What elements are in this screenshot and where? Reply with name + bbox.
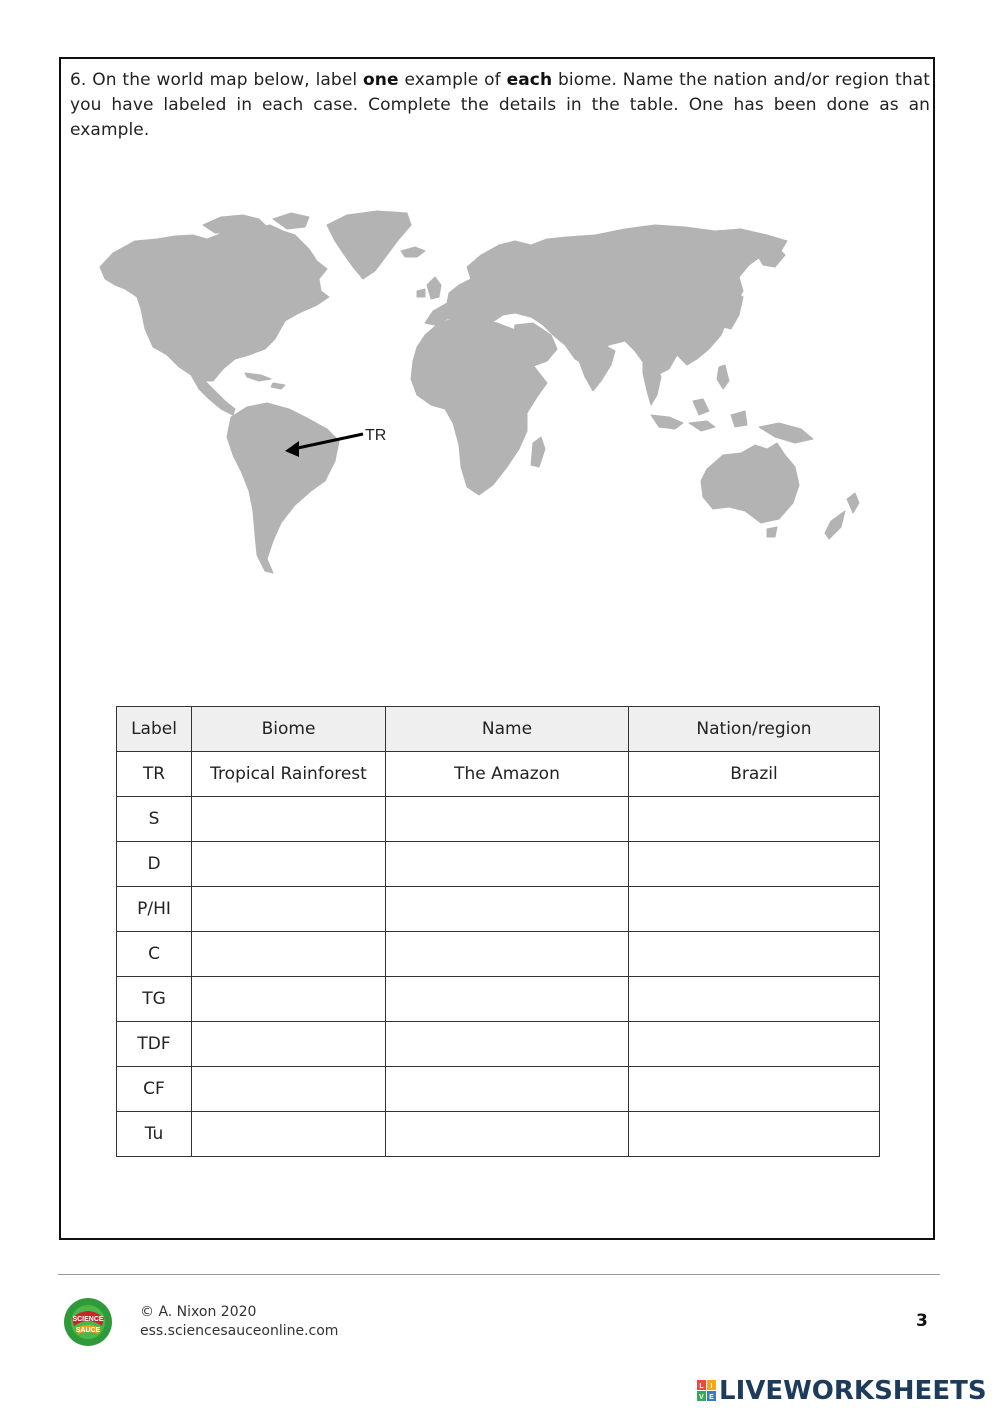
british-isles bbox=[427, 277, 441, 299]
table-row bbox=[117, 1112, 880, 1157]
table-row bbox=[117, 977, 880, 1022]
label-cell: P/HI bbox=[117, 887, 192, 932]
footer-divider bbox=[58, 1274, 940, 1275]
biome-input-cell[interactable] bbox=[192, 1022, 386, 1067]
svg-text:L: L bbox=[699, 1383, 704, 1390]
nation-input-cell[interactable] bbox=[629, 977, 880, 1022]
nation-input-cell[interactable] bbox=[629, 1112, 880, 1157]
label-cell: C bbox=[117, 932, 192, 977]
liveworksheets-badge-icon bbox=[697, 1380, 717, 1402]
label-cell: D bbox=[117, 842, 192, 887]
table-row bbox=[117, 797, 880, 842]
svg-text:SAUCE: SAUCE bbox=[75, 1327, 101, 1334]
new-zealand bbox=[847, 493, 859, 513]
nation-cell: Brazil bbox=[629, 752, 880, 797]
table-header-row bbox=[117, 707, 880, 752]
header-biome: Biome bbox=[192, 707, 386, 752]
table-row bbox=[117, 842, 880, 887]
emphasis-one: one bbox=[363, 70, 399, 90]
svg-text:V: V bbox=[699, 1394, 704, 1401]
table-row bbox=[117, 1022, 880, 1067]
label-cell: S bbox=[117, 797, 192, 842]
label-cell: CF bbox=[117, 1067, 192, 1112]
page-number: 3 bbox=[916, 1311, 928, 1331]
biome-input-cell[interactable] bbox=[192, 977, 386, 1022]
biome-input-cell[interactable] bbox=[192, 887, 386, 932]
svg-text:SCIENCE: SCIENCE bbox=[72, 1316, 104, 1323]
biome-table bbox=[116, 706, 880, 1157]
table-row bbox=[117, 887, 880, 932]
nation-input-cell[interactable] bbox=[629, 1067, 880, 1112]
table-row bbox=[117, 752, 880, 797]
nation-input-cell[interactable] bbox=[629, 842, 880, 887]
india bbox=[579, 343, 615, 391]
emphasis-each: each bbox=[506, 70, 553, 90]
question-text: 6. On the world map below, label one example of each biome. Name the nation and/or region that you have labeled in each case. Complete the details in the table. One has been done as an example. bbox=[70, 70, 930, 140]
label-cell: Tu bbox=[117, 1112, 192, 1157]
name-input-cell[interactable] bbox=[386, 797, 629, 842]
indonesia bbox=[651, 415, 683, 429]
nation-input-cell[interactable] bbox=[629, 797, 880, 842]
name-input-cell[interactable] bbox=[386, 1112, 629, 1157]
name-input-cell[interactable] bbox=[386, 887, 629, 932]
name-input-cell[interactable] bbox=[386, 977, 629, 1022]
name-input-cell[interactable] bbox=[386, 842, 629, 887]
north-america bbox=[100, 225, 329, 381]
table-row bbox=[117, 1067, 880, 1112]
biome-input-cell[interactable] bbox=[192, 932, 386, 977]
biome-cell: Tropical Rainforest bbox=[192, 752, 386, 797]
liveworksheets-watermark[interactable]: LIVEWORKSHEETS bbox=[719, 1376, 987, 1406]
australia bbox=[701, 443, 799, 523]
name-cell: The Amazon bbox=[386, 752, 629, 797]
biome-input-cell[interactable] bbox=[192, 797, 386, 842]
label-cell: TDF bbox=[117, 1022, 192, 1067]
label-cell: TG bbox=[117, 977, 192, 1022]
header-nation-region: Nation/region bbox=[629, 707, 880, 752]
south-america bbox=[227, 403, 339, 573]
header-label: Label bbox=[117, 707, 192, 752]
madagascar bbox=[531, 437, 545, 467]
nation-input-cell[interactable] bbox=[629, 1022, 880, 1067]
arrow-label-tr: TR bbox=[365, 427, 387, 444]
svg-text:E: E bbox=[709, 1394, 714, 1401]
name-input-cell[interactable] bbox=[386, 1067, 629, 1112]
name-input-cell[interactable] bbox=[386, 932, 629, 977]
table-row bbox=[117, 932, 880, 977]
site-url[interactable]: ess.sciencesauceonline.com bbox=[140, 1323, 339, 1339]
nation-input-cell[interactable] bbox=[629, 932, 880, 977]
greenland bbox=[327, 211, 411, 279]
label-cell: TR bbox=[117, 752, 192, 797]
biome-input-cell[interactable] bbox=[192, 1067, 386, 1112]
nation-input-cell[interactable] bbox=[629, 887, 880, 932]
name-input-cell[interactable] bbox=[386, 1022, 629, 1067]
biome-input-cell[interactable] bbox=[192, 842, 386, 887]
header-name: Name bbox=[386, 707, 629, 752]
world-map bbox=[95, 205, 905, 585]
svg-text:I: I bbox=[710, 1383, 713, 1390]
new-guinea bbox=[759, 423, 813, 443]
biome-input-cell[interactable] bbox=[192, 1112, 386, 1157]
copyright-text: © A. Nixon 2020 bbox=[140, 1304, 257, 1320]
science-sauce-logo bbox=[62, 1296, 114, 1348]
